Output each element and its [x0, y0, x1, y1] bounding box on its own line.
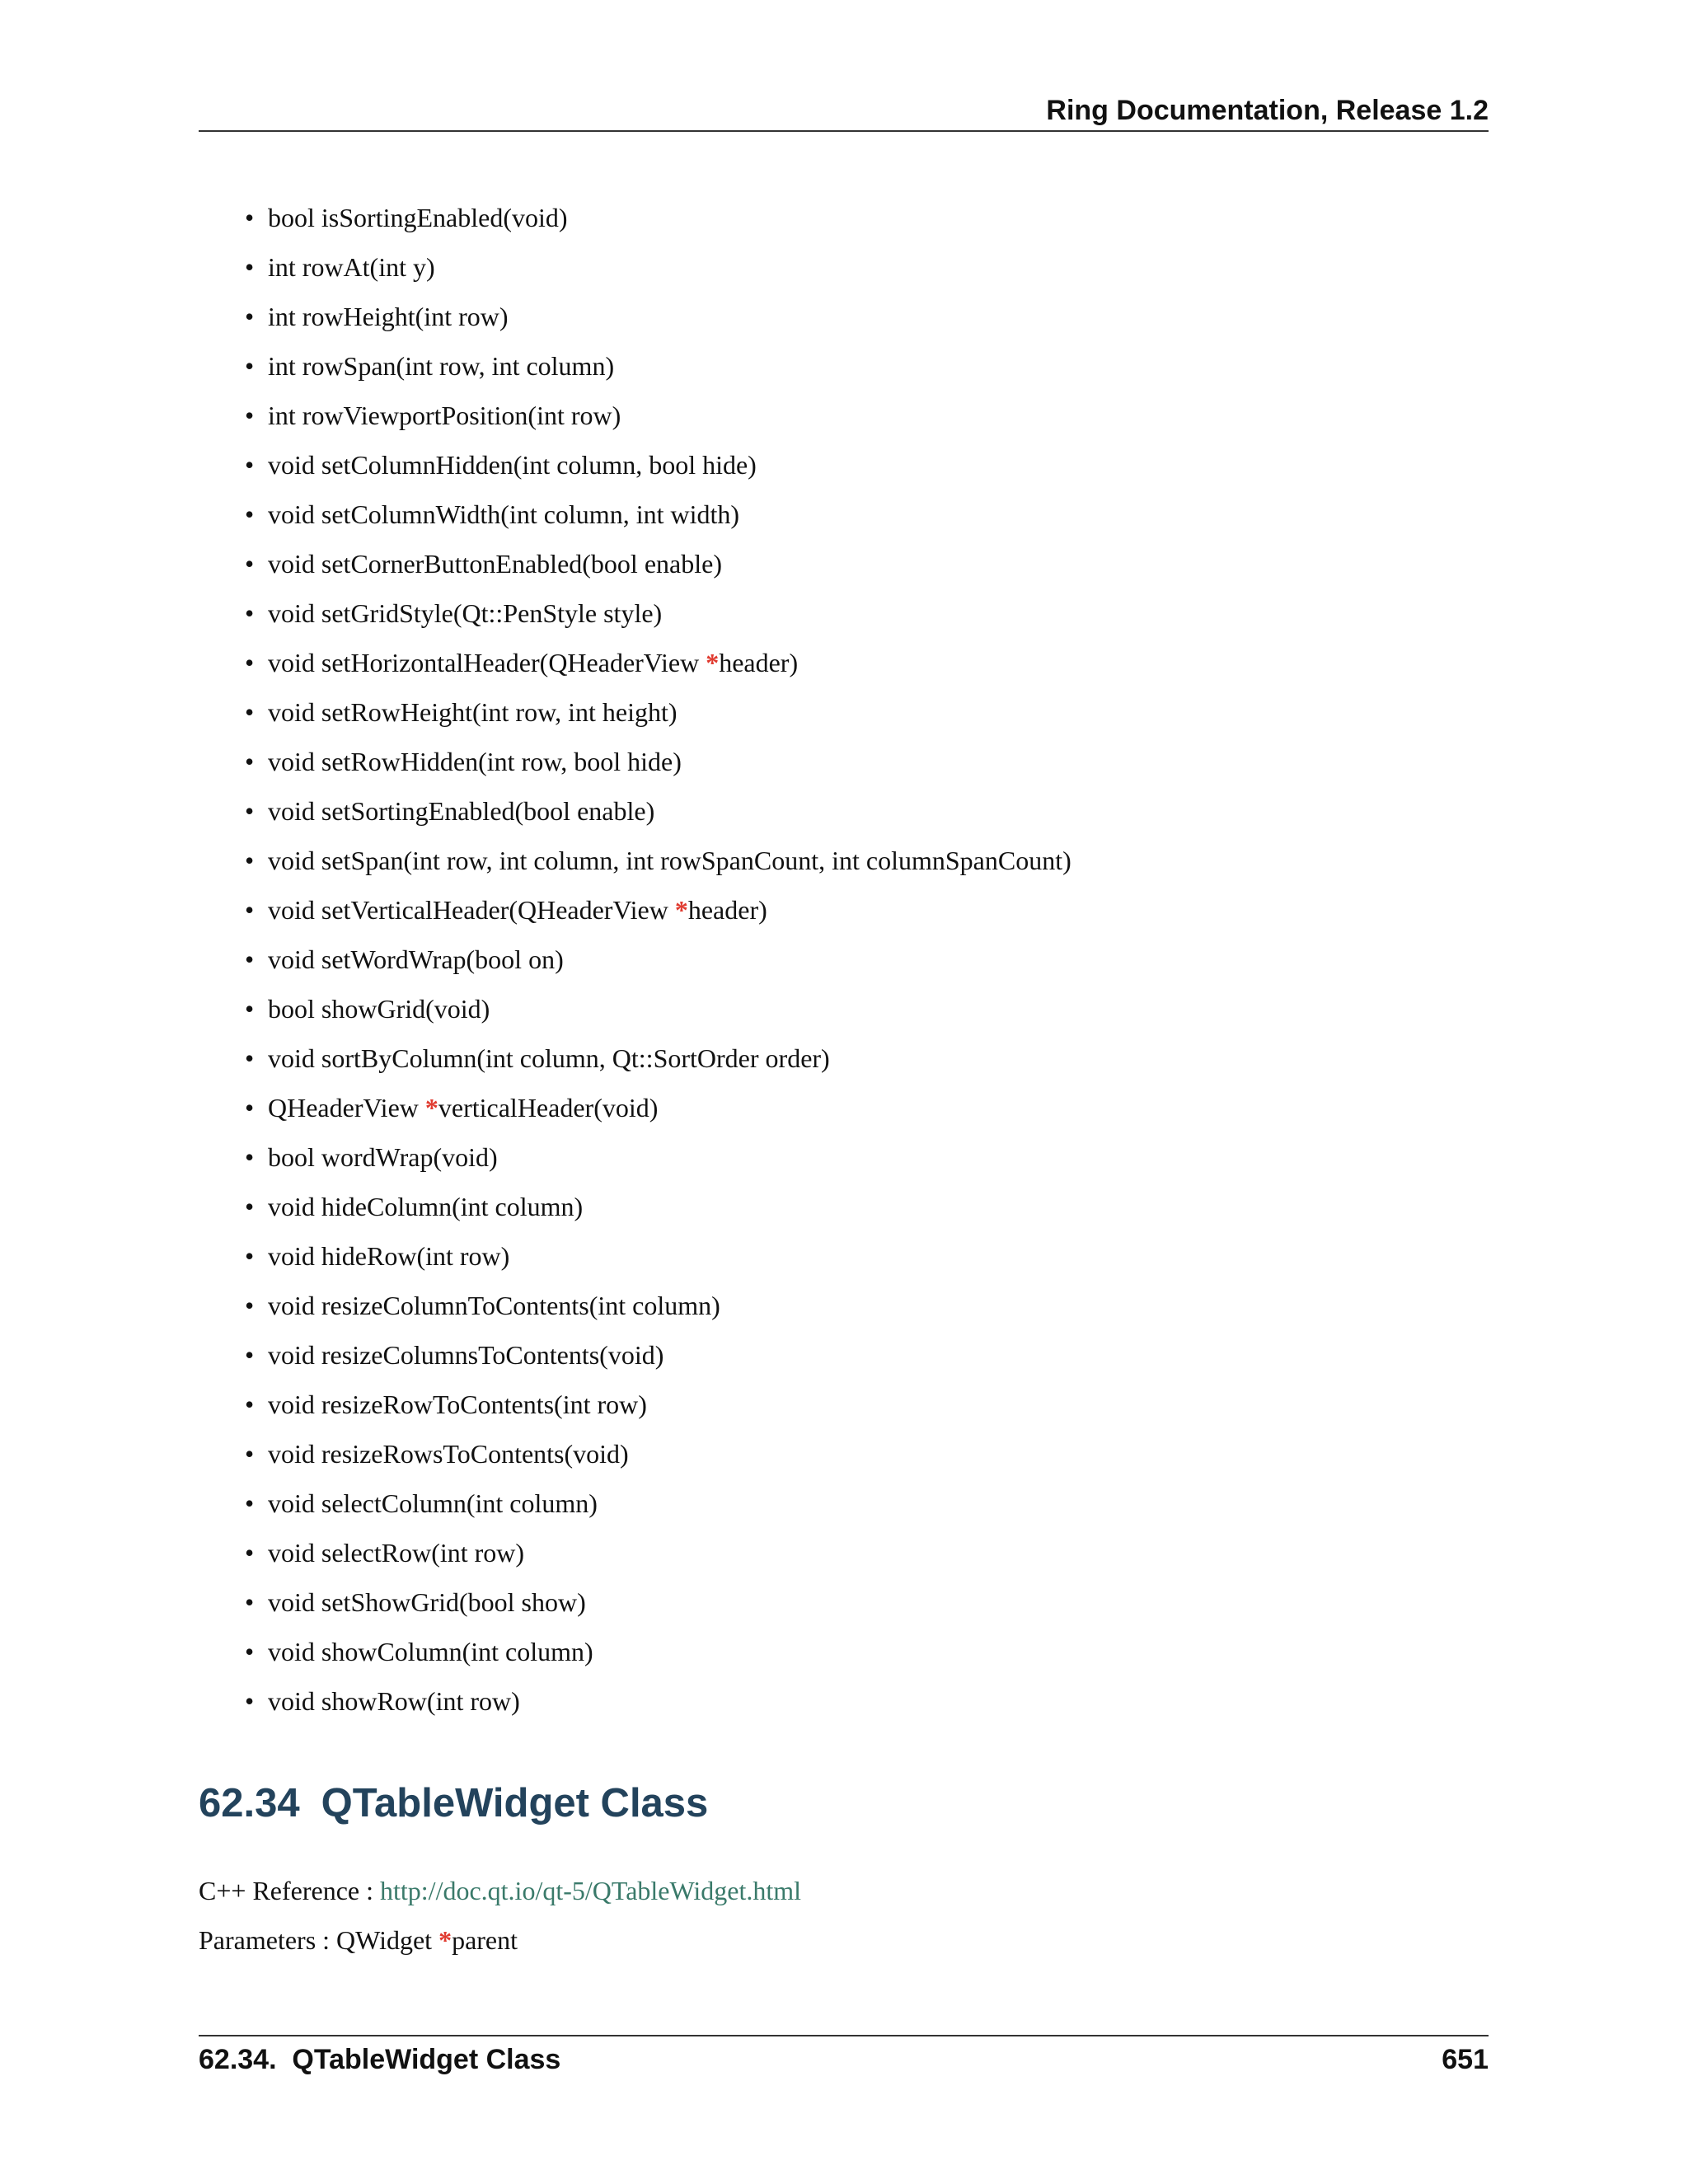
method-item [199, 791, 1071, 841]
page-number: 651 [1442, 2044, 1489, 2075]
method-signature-rest: header) [719, 648, 799, 677]
method-item [199, 247, 1071, 297]
method-item [199, 1286, 1071, 1335]
method-signature: void resizeColumnToContents(int column) [268, 1291, 720, 1320]
bullet-icon: • [245, 401, 255, 430]
method-signature: void setGridStyle(Qt::PenStyle style) [268, 598, 663, 628]
method-signature: void setColumnHidden(int column, bool hide) [268, 450, 757, 480]
bullet-icon: • [245, 1390, 255, 1419]
bullet-icon: • [245, 1093, 255, 1122]
bullet-icon: • [245, 846, 255, 875]
method-item [199, 445, 1071, 494]
method-signature: int rowSpan(int row, int column) [268, 351, 615, 381]
bullet-icon: • [245, 1439, 255, 1469]
method-item [199, 1681, 1071, 1731]
method-signature: QHeaderView [268, 1093, 425, 1122]
bullet-icon: • [245, 1340, 255, 1370]
method-signature: void setWordWrap(bool on) [268, 944, 564, 974]
method-item [199, 940, 1071, 989]
pointer-star: * [706, 648, 720, 677]
method-item [199, 1582, 1071, 1632]
method-item [199, 1335, 1071, 1385]
bullet-icon: • [245, 203, 255, 232]
bullet-icon: • [245, 499, 255, 529]
method-signature: void resizeRowsToContents(void) [268, 1439, 629, 1469]
method-signature-rest: header) [687, 895, 767, 925]
header-rule [199, 130, 1489, 132]
method-signature: void setColumnWidth(int column, int width) [268, 499, 740, 529]
method-signature: void showRow(int row) [268, 1686, 520, 1716]
method-item [199, 1483, 1071, 1533]
method-item [199, 1137, 1071, 1187]
bullet-icon: • [245, 351, 255, 381]
section-title-text: QTableWidget Class [321, 1781, 709, 1825]
method-item [199, 643, 1071, 692]
method-signature: void showColumn(int column) [268, 1637, 593, 1666]
bullet-icon: • [245, 1488, 255, 1518]
method-signature: void resizeRowToContents(int row) [268, 1390, 647, 1419]
method-signature: int rowViewportPosition(int row) [268, 401, 621, 430]
method-list [199, 198, 1071, 1731]
bullet-icon: • [245, 450, 255, 480]
method-item [199, 841, 1071, 890]
bullet-icon: • [245, 1637, 255, 1666]
method-signature: void selectRow(int row) [268, 1538, 525, 1568]
footer-section-label: 62.34. QTableWidget Class [199, 2044, 561, 2075]
bullet-icon: • [245, 648, 255, 677]
method-signature: void setCornerButtonEnabled(bool enable) [268, 549, 722, 579]
bullet-icon: • [245, 1142, 255, 1172]
bullet-icon: • [245, 1043, 255, 1073]
method-item [199, 494, 1071, 544]
bullet-icon: • [245, 944, 255, 974]
method-signature: void hideRow(int row) [268, 1241, 510, 1271]
method-item [199, 297, 1071, 346]
method-signature: int rowAt(int y) [268, 252, 435, 282]
method-item [199, 1038, 1071, 1088]
method-item [199, 1236, 1071, 1286]
method-item [199, 346, 1071, 396]
method-signature: int rowHeight(int row) [268, 302, 509, 331]
bullet-icon: • [245, 895, 255, 925]
method-item [199, 544, 1071, 593]
cpp-reference-line [199, 1871, 801, 1910]
method-signature: void setSortingEnabled(bool enable) [268, 796, 655, 826]
method-item [199, 692, 1071, 742]
method-item [199, 1533, 1071, 1582]
method-item [199, 1434, 1071, 1483]
bullet-icon: • [245, 252, 255, 282]
bullet-icon: • [245, 302, 255, 331]
params-name: parent [452, 1925, 518, 1955]
method-signature: void setSpan(int row, int column, int rowSpanCount, int columnSpanCount) [268, 846, 1071, 875]
pointer-star: * [424, 1093, 438, 1122]
method-item [199, 1385, 1071, 1434]
method-item [199, 890, 1071, 940]
section-heading [199, 1779, 708, 1828]
bullet-icon: • [245, 1241, 255, 1271]
reference-link[interactable]: http://doc.qt.io/qt-5/QTableWidget.html [380, 1876, 802, 1905]
method-signature: void setShowGrid(bool show) [268, 1587, 586, 1617]
method-signature: void setVerticalHeader(QHeaderView [268, 895, 675, 925]
method-signature: bool showGrid(void) [268, 994, 490, 1024]
reference-label: C++ Reference : [199, 1876, 380, 1905]
bullet-icon: • [245, 549, 255, 579]
params-label: Parameters : QWidget [199, 1925, 439, 1955]
method-item [199, 396, 1071, 445]
method-signature: bool isSortingEnabled(void) [268, 203, 568, 232]
method-signature: void resizeColumnsToContents(void) [268, 1340, 664, 1370]
method-signature: bool wordWrap(void) [268, 1142, 498, 1172]
bullet-icon: • [245, 1192, 255, 1221]
bullet-icon: • [245, 1587, 255, 1617]
method-item [199, 1187, 1071, 1236]
section-number: 62.34 [199, 1781, 300, 1825]
pointer-star: * [674, 895, 688, 925]
bullet-icon: • [245, 747, 255, 776]
bullet-icon: • [245, 1291, 255, 1320]
method-item [199, 593, 1071, 643]
bullet-icon: • [245, 796, 255, 826]
method-item [199, 198, 1071, 247]
method-signature: void hideColumn(int column) [268, 1192, 584, 1221]
bullet-icon: • [245, 994, 255, 1024]
method-signature: void selectColumn(int column) [268, 1488, 598, 1518]
method-item [199, 742, 1071, 791]
method-signature: void sortByColumn(int column, Qt::SortOrder order) [268, 1043, 830, 1073]
method-signature: void setRowHeight(int row, int height) [268, 697, 678, 727]
footer-rule [199, 2035, 1489, 2036]
method-item [199, 989, 1071, 1038]
method-item [199, 1632, 1071, 1681]
method-signature: void setRowHidden(int row, bool hide) [268, 747, 682, 776]
pointer-star: * [438, 1925, 452, 1955]
bullet-icon: • [245, 697, 255, 727]
parameters-line [199, 1920, 518, 1960]
running-header: Ring Documentation, Release 1.2 [1046, 95, 1489, 126]
bullet-icon: • [245, 598, 255, 628]
method-item [199, 1088, 1071, 1137]
bullet-icon: • [245, 1538, 255, 1568]
method-signature-rest: verticalHeader(void) [438, 1093, 659, 1122]
bullet-icon: • [245, 1686, 255, 1716]
method-signature: void setHorizontalHeader(QHeaderView [268, 648, 706, 677]
